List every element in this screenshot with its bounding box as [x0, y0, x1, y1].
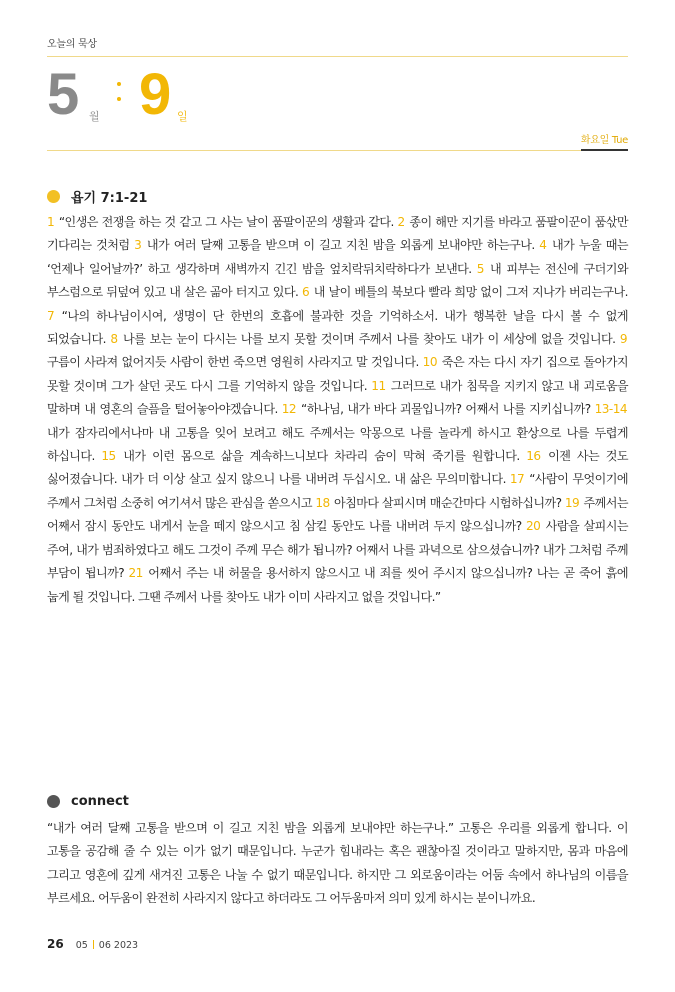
verse-text: 내 날이 베틀의 북보다 빨라 희망 없이 그저 지나가 버리는구나.: [310, 285, 628, 300]
verse-text: 이젠 사는 것도 싫어졌습니다. 내가 더 이상 살고 싶지 않으니 나를 내버려 두십시오. 내 삶은 무의미합니다.: [47, 449, 628, 487]
bullet-dot-icon: [47, 795, 60, 808]
verse-number: 5: [476, 261, 484, 276]
verse-text: 어째서 주는 내 허물을 용서하지 않으시고 내 죄를 씻어 주시지 않으십니까? 나는 곧 죽어 흙에 눕게 될 것입니다. 그땐 주께서 나를 찾아도 내가 이미 사라지고 없을 것입니다.”: [47, 566, 628, 604]
verse-text: “사람이 무엇이기에 주께서 그처럼 소중히 여기셔서 많은 관심을 쏟으시고: [47, 472, 628, 510]
scripture-heading: [47, 187, 147, 206]
month-number: 5: [47, 62, 80, 127]
verse-text: 아침마다 살피시며 매순간마다 시험하십니까?: [330, 495, 565, 510]
weekday-underline: [581, 149, 628, 151]
verse-text: “하나님, 내가 바다 괴물입니까? 어째서 나를 지키십니까?: [297, 402, 595, 417]
weekday-label: 화요일 Tue: [580, 135, 628, 146]
verse-text: 내가 누울 때는 ‘언제나 일어날까?’ 하고 생각하며 새벽까지 긴긴 밤을 엎치락뒤치락하다가 보낸다.: [47, 238, 628, 276]
scripture-reference: 욥기 7:1-21: [71, 191, 148, 206]
verse-number: 20: [526, 519, 541, 534]
bullet-dot-icon: [47, 190, 60, 203]
date-display: [47, 64, 628, 134]
verse-text: 내가 잠자리에서나마 내 고통을 잊어 보려고 해도 주께서는 악몽으로 나를 놀라게 하시고 환상으로 나를 두렵게 하십니다.: [47, 425, 628, 464]
issue-date: 05 06 2023: [75, 940, 139, 951]
verse-number: 7: [47, 308, 55, 323]
verse-number: 18: [315, 495, 330, 510]
page-number: 26: [47, 937, 64, 951]
verse-number: 12: [281, 402, 297, 417]
connect-title: connect: [71, 794, 129, 809]
verse-number: 6: [301, 285, 310, 300]
verse-text: 주께서는 어째서 잠시 동안도 내게서 눈을 떼지 않으시고 침 삼킬 동안도 나를 내버려 두지 않으십니까?: [47, 495, 628, 534]
verse-text: 사람을 살피시는 주여, 내가 범죄하였다고 해도 그것이 주께 무슨 해가 됩니까? 어째서 나를 과녁으로 삼으셨습니까? 내가 그처럼 주께 부담이 됩니까?: [47, 519, 628, 581]
header-rule: [47, 56, 628, 57]
day-unit: 일: [177, 110, 188, 123]
connect-text: “내가 여러 달째 고통을 받으며 이 길고 지친 밤을 외롭게 보내야만 하는구나.” 고통은 우리를 외롭게 합니다. 이 고통을 공감해 줄 수 있는 이가 없기 때문입니다. 누군가 힘내라는 혹은 괜찮아질 것이라고 말하지만, 몸과 마음에 그리고 영혼에 깊게 새겨진 고통은 나눌 수 없기 때문입니다. 하지만 그 외로움이라는 어둠 속에서 하나님의 이름을 부르세요. 어두움이 완전히 사라지지 않다고 하더라도 그 어두움마저 의미 있게 하시는 분이니까요.: [47, 821, 628, 906]
verse-number: 9: [619, 332, 627, 347]
verse-text: 구름이 사라져 없어지듯 사람이 한번 죽으면 영원히 사라지고 말 것입니다.: [47, 355, 423, 370]
verse-number: 19: [564, 495, 580, 510]
date-colon: [117, 82, 123, 112]
month-unit: 월: [89, 110, 100, 123]
verse-number: 1: [47, 215, 55, 229]
verse-text: 종이 해만 지기를 바라고 품팔이꾼이 품삯만 기다리는 것처럼: [47, 215, 628, 253]
scripture-text: [47, 211, 628, 609]
verse-text: 내가 이런 몸으로 삶을 계속하느니보다 차라리 숨이 막혀 죽기를 원합니다.: [116, 449, 527, 464]
verse-number: 17: [509, 472, 525, 487]
verse-number: 8: [110, 332, 118, 347]
date-rule: [47, 150, 628, 151]
verse-text: 죽은 자는 다시 자기 집으로 돌아가지 못할 것이며 그가 살던 곳도 다시 그를 기억하지 않을 것입니다.: [47, 355, 628, 393]
verse-text: 내 피부는 전신에 구더기와 부스럼으로 뒤덮여 있고 내 살은 곪아 터지고 있다.: [47, 261, 628, 300]
verse-number: 21: [128, 566, 143, 581]
verse-number: 16: [526, 449, 541, 464]
verse-number: 15: [101, 449, 116, 464]
connect-heading: [47, 794, 129, 809]
verse-text: 그러므로 내가 침묵을 지키지 않고 내 괴로움을 말하며 내 영혼의 슬픔을 털어놓아야겠습니다.: [47, 378, 628, 417]
verse-number: 3: [134, 238, 142, 253]
verse-number: 10: [422, 355, 437, 370]
verse-text: “나의 하나님이시여, 생명이 단 한번의 호흡에 불과한 것을 기억하소서. 내가 행복한 날을 다시 볼 수 없게 되었습니다.: [47, 308, 628, 347]
verse-text: 나를 보는 눈이 다시는 나를 보지 못할 것이며 주께서 나를 찾아도 내가 이 세상에 없을 것입니다.: [118, 332, 620, 347]
verse-number: 2: [397, 215, 405, 229]
verse-number: 4: [539, 238, 547, 253]
day-number: 9: [139, 62, 172, 127]
verse-number: 11: [371, 378, 386, 393]
verse-text: “인생은 전쟁을 하는 것 같고 그 사는 날이 품팔이꾼의 생활과 같다.: [55, 215, 398, 229]
footer: [47, 937, 138, 951]
verse-text: 내가 여러 달째 고통을 받으며 이 길고 지친 밤을 외롭게 보내야만 하는구나.: [142, 238, 540, 253]
verse-number: 13-14: [594, 402, 627, 417]
header-label: 오늘의 묵상: [47, 39, 97, 50]
